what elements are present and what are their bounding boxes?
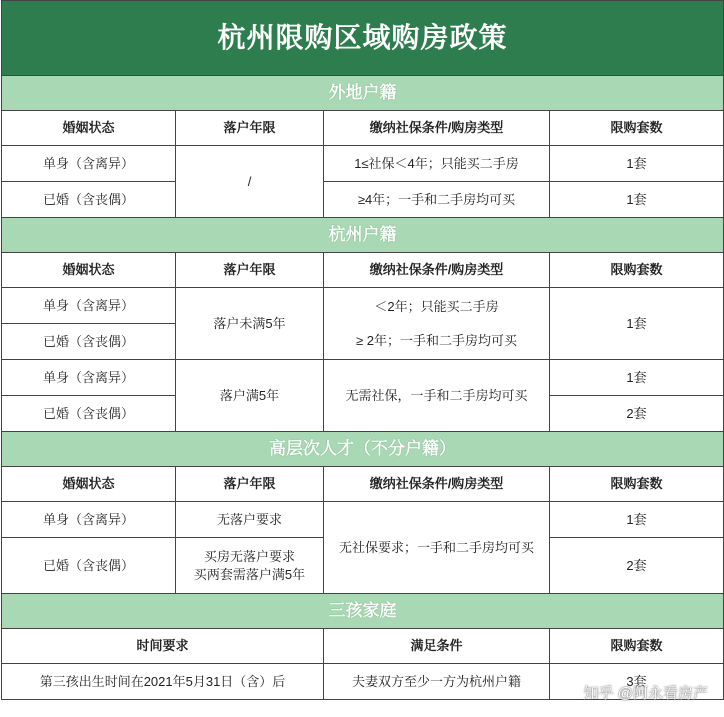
header-condition: 满足条件: [324, 629, 550, 664]
condition-line: ＜2年；只能买二手房: [374, 298, 499, 314]
cell-marital-single: 单身（含离异）: [2, 288, 176, 324]
cell-condition: [324, 288, 550, 360]
header-years: 落户年限: [176, 111, 324, 146]
header-marital: 婚姻状态: [2, 253, 176, 288]
cell-marital-single: 单身（含离异）: [2, 502, 176, 538]
header-condition: 缴纳社保条件/购房类型: [324, 111, 550, 146]
cell-condition: 无需社保，一手和二手房均可买: [324, 360, 550, 432]
cell-condition: ≥4年；一手和二手房均可买: [324, 182, 550, 218]
cell-condition: 1≤社保＜4年；只能买二手房: [324, 146, 550, 182]
header-marital: 婚姻状态: [2, 111, 176, 146]
cell-time: 第三孩出生时间在2021年5月31日（含）后: [2, 664, 324, 700]
section-waidi: 外地户籍: [2, 76, 724, 111]
cell-marital-married: 已婚（含丧偶）: [2, 182, 176, 218]
header-limit: 限购套数: [550, 111, 724, 146]
header-limit: 限购套数: [550, 467, 724, 502]
cell-years: 无落户要求: [176, 502, 324, 538]
cell-limit: 1套: [550, 360, 724, 396]
cell-marital-married: 已婚（含丧偶）: [2, 396, 176, 432]
cell-limit: 2套: [550, 538, 724, 594]
cell-limit: 1套: [550, 182, 724, 218]
cell-marital-single: 单身（含离异）: [2, 360, 176, 396]
header-limit: 限购套数: [550, 253, 724, 288]
page-title: 杭州限购区域购房政策: [2, 1, 724, 76]
years-line: 买两套需落户满5年: [193, 566, 306, 582]
cell-marital-married: 已婚（含丧偶）: [2, 538, 176, 594]
years-line: 买房无落户要求: [203, 548, 295, 564]
cell-limit: 1套: [550, 146, 724, 182]
section-three-child: 三孩家庭: [2, 594, 724, 629]
header-years: 落户年限: [176, 467, 324, 502]
cell-years: [176, 538, 324, 594]
cell-limit: 1套: [550, 502, 724, 538]
policy-table: [1, 0, 724, 700]
cell-condition: 夫妻双方至少一方为杭州户籍: [324, 664, 550, 700]
header-limit: 限购套数: [550, 629, 724, 664]
section-hangzhou: 杭州户籍: [2, 218, 724, 253]
cell-years: 落户满5年: [176, 360, 324, 432]
cell-years: /: [176, 146, 324, 218]
header-condition: 缴纳社保条件/购房类型: [324, 467, 550, 502]
section-talent: 高层次人才（不分户籍）: [2, 432, 724, 467]
cell-limit: 2套: [550, 396, 724, 432]
cell-marital-single: 单身（含离异）: [2, 146, 176, 182]
cell-condition: 无社保要求；一手和二手房均可买: [324, 502, 550, 594]
cell-marital-married: 已婚（含丧偶）: [2, 324, 176, 360]
zhihu-watermark: 知乎 @阿永看房产: [583, 685, 708, 702]
cell-limit: 3套: [550, 664, 724, 700]
header-time: 时间要求: [2, 629, 324, 664]
condition-line: ≥ 2年；一手和二手房均可买: [356, 332, 517, 348]
header-marital: 婚姻状态: [2, 467, 176, 502]
header-years: 落户年限: [176, 253, 324, 288]
cell-limit: 1套: [550, 288, 724, 360]
header-condition: 缴纳社保条件/购房类型: [324, 253, 550, 288]
cell-years: 落户未满5年: [176, 288, 324, 360]
